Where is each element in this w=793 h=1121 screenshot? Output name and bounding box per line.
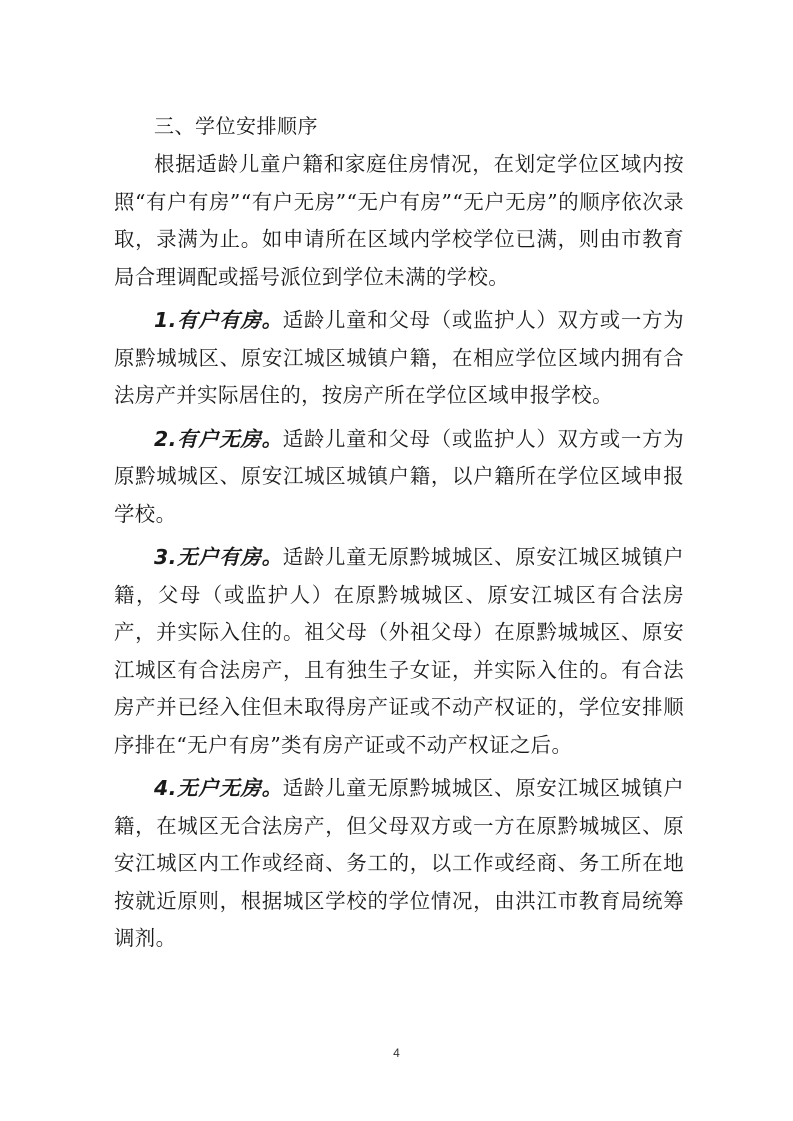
item-text-1: 适龄儿童和父母（或监护人）双方或一方为原黔城城区、原安江城区城镇户籍，在相应学位区域内拥有合法房产并实际居住的，按房产所在学位区域申报学校。: [114, 308, 684, 407]
item-lead-3: 3.无户有房。: [154, 545, 283, 569]
item-text-2: 适龄儿童和父母（或监护人）双方或一方为原黔城城区、原安江城区城镇户籍，以户籍所在学位区域申报学校。: [114, 426, 684, 526]
item-text-3: 适龄儿童无原黔城城区、原安江城区城镇户籍，父母（或监护人）在原黔城城区、原安江城区有合法房产，并实际入住的。祖父母（外祖父母）在原黔城城区、原安江城区有合法房产，且有独生子女证，并实际入住的。有合法房产并已经入住但未取得房产证或不动产权证的，学位安排顺序排在“无户有房”类有房产证或不动产权证之后。: [114, 545, 684, 757]
document-body: [114, 112, 684, 958]
item-lead-1: 1.有户有房。: [154, 308, 283, 332]
item-lead-2: 2.有户无房。: [154, 426, 283, 451]
item-paragraph-3: [114, 539, 684, 764]
page-number: 4: [393, 1046, 400, 1060]
item-lead-4: 4.无户无房。: [154, 776, 283, 800]
item-paragraph-4: [114, 770, 684, 958]
item-text-4: 适龄儿童无原黔城城区、原安江城区城镇户籍，在城区无合法房产，但父母双方或一方在原黔城城区、原安江城区内工作或经商、务工的，以工作或经商、务工所在地按就近原则，根据城区学校的学位情况，由洪江市教育局统筹调剂。: [114, 776, 684, 950]
item-paragraph-1: [114, 302, 684, 415]
item-paragraph-2: [114, 421, 684, 534]
intro-paragraph: 根据适龄儿童户籍和家庭住房情况，在划定学位区域内按照“有户有房”“有户无房”“无户有房”“无户无房”的顺序依次录取，录满为止。如申请所在区域内学校学位已满，则由市教育局合理调配或摇号派位到学位未满的学校。: [114, 152, 684, 289]
section-heading: 三、学位安排顺序: [154, 114, 318, 138]
